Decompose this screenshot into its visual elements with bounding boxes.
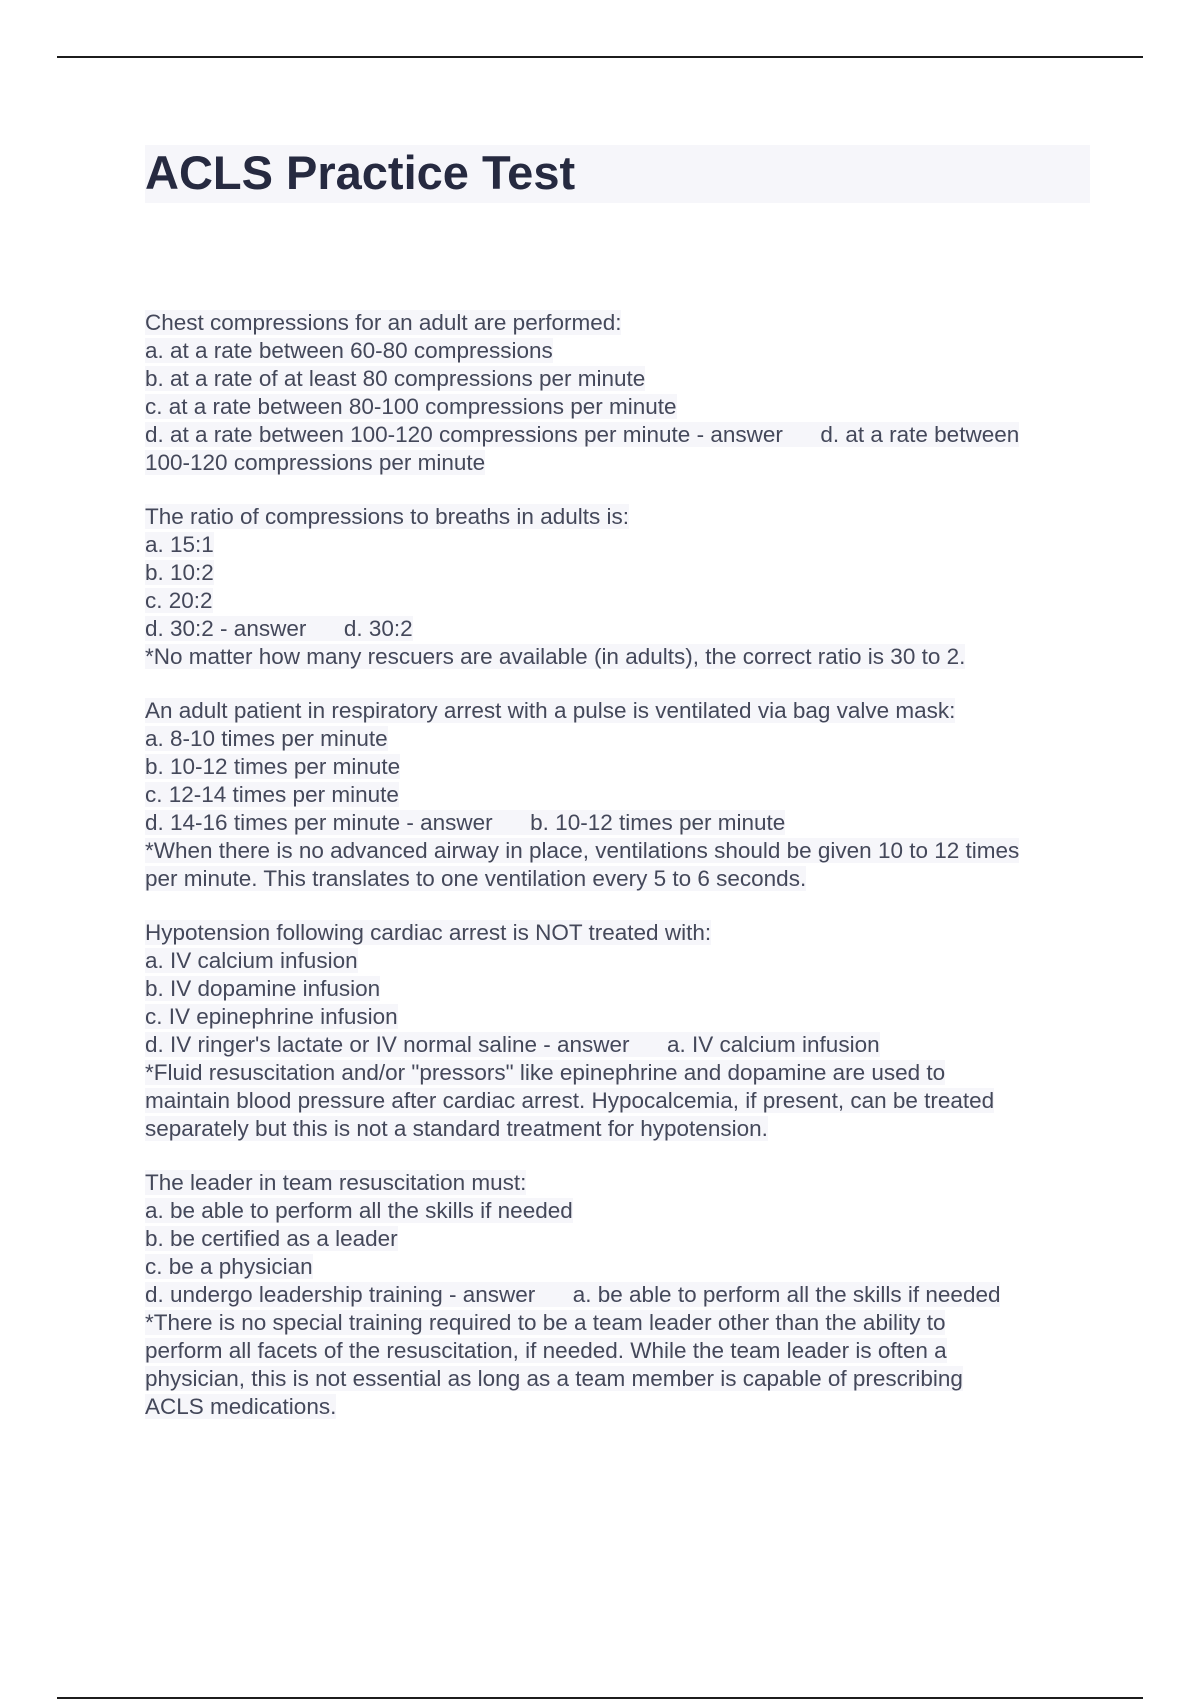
question-list: [145, 309, 1090, 1421]
question-line: per minute. This translates to one ventilation every 5 to 6 seconds.: [145, 866, 807, 891]
question-line: perform all facets of the resuscitation, if needed. While the team leader is often a: [145, 1338, 947, 1363]
question-line: The leader in team resuscitation must:: [145, 1170, 527, 1195]
question-line: maintain blood pressure after cardiac arrest. Hypocalcemia, if present, can be treated: [145, 1088, 995, 1113]
question-line: d. 14-16 times per minute - answer b. 10-12 times per minute: [145, 810, 786, 835]
page-title: ACLS Practice Test: [145, 145, 1090, 203]
question-line: Chest compressions for an adult are performed:: [145, 310, 622, 335]
top-rule: [57, 56, 1143, 58]
question-line: b. at a rate of at least 80 compressions per minute: [145, 366, 646, 391]
question-1: [145, 309, 1090, 477]
question-line: d. at a rate between 100-120 compressions per minute - answer d. at a rate between: [145, 422, 1020, 447]
question-line: a. be able to perform all the skills if needed: [145, 1198, 573, 1223]
question-line: The ratio of compressions to breaths in adults is:: [145, 504, 629, 529]
question-line: d. 30:2 - answer d. 30:2: [145, 616, 413, 641]
question-line: c. 20:2: [145, 588, 213, 613]
question-line: ACLS medications.: [145, 1394, 337, 1419]
question-line: d. IV ringer's lactate or IV normal saline - answer a. IV calcium infusion: [145, 1032, 880, 1057]
question-2: [145, 503, 1090, 671]
question-line: d. undergo leadership training - answer a. be able to perform all the skills if needed: [145, 1282, 1001, 1307]
question-line: b. be certified as a leader: [145, 1226, 398, 1251]
document-body: [145, 145, 1090, 1447]
question-line: *When there is no advanced airway in place, ventilations should be given 10 to 12 times: [145, 838, 1020, 863]
question-line: c. IV epinephrine infusion: [145, 1004, 398, 1029]
question-line: b. IV dopamine infusion: [145, 976, 381, 1001]
bottom-rule: [57, 1697, 1143, 1699]
question-line: separately but this is not a standard treatment for hypotension.: [145, 1116, 768, 1141]
question-4: [145, 919, 1090, 1143]
question-line: c. be a physician: [145, 1254, 313, 1279]
question-line: Hypotension following cardiac arrest is NOT treated with:: [145, 920, 712, 945]
question-line: 100-120 compressions per minute: [145, 450, 486, 475]
question-line: a. 15:1: [145, 532, 214, 557]
question-line: *No matter how many rescuers are available (in adults), the correct ratio is 30 to 2.: [145, 644, 966, 669]
question-line: a. IV calcium infusion: [145, 948, 358, 973]
question-line: *There is no special training required to be a team leader other than the ability to: [145, 1310, 946, 1335]
question-line: b. 10-12 times per minute: [145, 754, 401, 779]
question-line: physician, this is not essential as long as a team member is capable of prescribing: [145, 1366, 963, 1391]
question-3: [145, 697, 1090, 893]
question-line: b. 10:2: [145, 560, 214, 585]
question-line: c. at a rate between 80-100 compressions per minute: [145, 394, 677, 419]
question-line: An adult patient in respiratory arrest with a pulse is ventilated via bag valve mask:: [145, 698, 956, 723]
question-line: *Fluid resuscitation and/or "pressors" like epinephrine and dopamine are used to: [145, 1060, 946, 1085]
question-5: [145, 1169, 1090, 1421]
question-line: c. 12-14 times per minute: [145, 782, 399, 807]
question-line: a. 8-10 times per minute: [145, 726, 388, 751]
question-line: a. at a rate between 60-80 compressions: [145, 338, 553, 363]
